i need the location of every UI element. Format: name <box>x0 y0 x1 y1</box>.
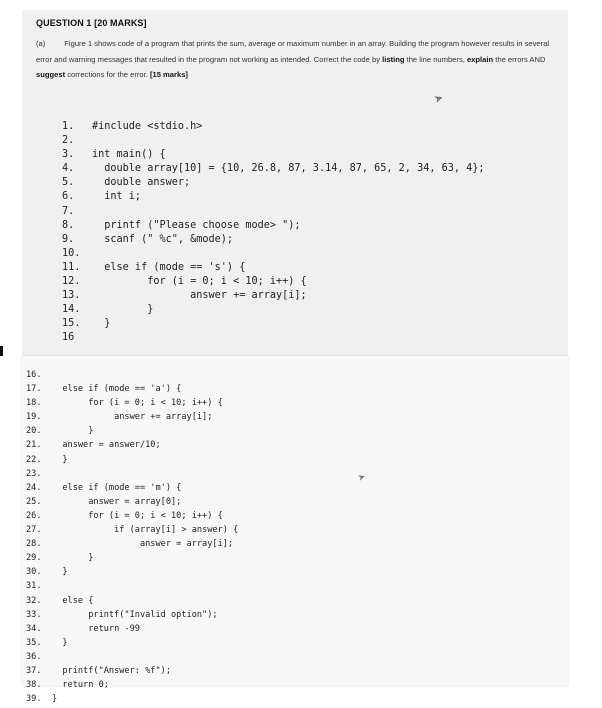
code-block-part1 <box>62 120 485 346</box>
code-line <box>22 455 238 469</box>
line-number: 39. <box>26 694 42 705</box>
line-number: 16. <box>26 370 42 380</box>
line-number: 4. <box>62 163 75 175</box>
code-line <box>22 596 238 610</box>
code-line <box>62 120 485 134</box>
line-number: 12. <box>62 276 81 288</box>
code-text: answer = answer/10; <box>52 440 161 451</box>
line-number: 10. <box>62 247 81 259</box>
code-line <box>22 412 238 426</box>
line-number: 23. <box>26 468 42 479</box>
code-text: else if (mode == 'a') { <box>52 384 182 395</box>
code-text: for (i = 0; i < 10; i++) { <box>52 398 223 409</box>
code-text: double array[10] = {10, 26.8, 87, 3.14, 87, 65, 2, 34, 63, 4}; <box>92 163 485 175</box>
code-line <box>22 581 238 595</box>
line-number: 30. <box>26 567 42 578</box>
code-text: for (i = 0; i < 10; i++) { <box>52 510 223 521</box>
code-line <box>22 525 238 539</box>
line-number: 25. <box>26 496 42 507</box>
line-number: 16 <box>62 332 75 344</box>
code-line <box>22 398 238 412</box>
code-text: int main() { <box>92 149 166 161</box>
code-line <box>22 610 238 624</box>
code-line <box>22 426 238 440</box>
line-number: 18. <box>26 398 42 409</box>
line-number: 20. <box>26 426 42 437</box>
code-line <box>22 440 238 454</box>
code-text: else { <box>52 595 94 606</box>
code-text: if (array[i] > answer) { <box>52 525 239 536</box>
code-line <box>62 190 485 204</box>
code-text: for (i = 0; i < 10; i++) { <box>92 276 307 288</box>
cursor-pointer-icon-2: ➤ <box>356 471 367 484</box>
line-number: 2. <box>62 135 75 147</box>
code-line <box>22 469 238 483</box>
line-number: 3. <box>62 149 75 161</box>
question-text-mid3: corrections for the error. <box>65 70 150 80</box>
code-text: answer += array[i]; <box>52 412 213 423</box>
code-line <box>62 289 485 303</box>
line-number: 9. <box>62 233 75 245</box>
code-text: scanf (" %c", &mode); <box>92 233 234 245</box>
code-text: } <box>92 318 111 330</box>
code-text: return -99 <box>52 623 140 634</box>
code-text: } <box>52 553 94 564</box>
code-line <box>22 370 238 384</box>
code-line <box>62 233 485 247</box>
line-number: 35. <box>26 637 42 648</box>
code-text: else if (mode == 's') { <box>92 261 246 273</box>
code-text: else if (mode == 'm') { <box>52 482 182 493</box>
marks-label: [15 marks] <box>149 70 188 80</box>
line-number: 34. <box>26 623 42 634</box>
code-line <box>62 275 485 289</box>
code-line <box>22 652 238 666</box>
code-text: printf ("Please choose mode> "); <box>92 219 301 231</box>
code-line <box>62 317 485 331</box>
code-line <box>22 694 238 708</box>
code-text: printf("Invalid option"); <box>52 609 218 620</box>
line-number: 6. <box>62 191 75 203</box>
line-number: 33. <box>26 609 42 620</box>
code-line <box>62 261 485 275</box>
part-label: (a) <box>36 39 46 48</box>
line-number: 29. <box>26 553 42 564</box>
code-line <box>62 205 485 219</box>
line-number: 19. <box>26 412 42 423</box>
line-number: 27. <box>26 525 42 536</box>
bold-listing: listing <box>382 54 405 64</box>
code-line <box>62 148 485 162</box>
code-block-part2 <box>22 370 238 708</box>
code-line <box>22 384 238 398</box>
code-text: printf("Answer: %f"); <box>52 665 171 676</box>
code-line <box>22 497 238 511</box>
line-number: 5. <box>62 177 75 189</box>
code-line <box>22 680 238 694</box>
code-line <box>22 666 238 680</box>
code-line <box>22 638 238 652</box>
line-number: 28. <box>26 539 42 550</box>
line-number: 14. <box>62 304 81 316</box>
code-text: #include <stdio.h> <box>92 121 203 132</box>
code-text: answer += array[i]; <box>92 290 307 302</box>
line-number: 8. <box>62 219 75 231</box>
line-number: 17. <box>26 384 42 395</box>
code-text: } <box>92 304 154 316</box>
code-card-continued <box>22 356 568 705</box>
line-number: 22. <box>26 454 42 465</box>
question-card <box>22 10 568 357</box>
code-line <box>62 331 485 345</box>
line-number: 21. <box>26 440 42 451</box>
code-text: return 0; <box>52 680 109 691</box>
code-line <box>62 162 485 176</box>
code-line <box>22 511 238 525</box>
line-number: 24. <box>26 482 42 493</box>
code-text: } <box>52 567 68 578</box>
cursor-pointer-icon: ➤ <box>432 91 446 107</box>
line-number: 36. <box>26 651 42 662</box>
question-text-mid2: the errors AND <box>493 54 546 64</box>
line-number: 37. <box>26 665 42 676</box>
code-line <box>62 219 485 233</box>
line-number: 31. <box>26 581 42 592</box>
line-number: 7. <box>62 205 75 217</box>
code-line <box>22 567 238 581</box>
bold-suggest: suggest <box>36 70 66 80</box>
code-text: } <box>52 454 68 465</box>
line-number: 11. <box>62 261 81 273</box>
code-line <box>22 624 238 638</box>
code-text: answer = array[0]; <box>52 496 182 507</box>
code-text: double answer; <box>92 177 191 189</box>
code-line <box>22 539 238 553</box>
question-text-mid1: the line numbers, <box>404 54 467 64</box>
bold-explain: explain <box>466 54 494 64</box>
line-number: 38. <box>26 680 42 691</box>
left-edge-marker <box>0 346 3 356</box>
question-title: QUESTION 1 [20 MARKS] <box>36 18 147 28</box>
line-number: 32. <box>26 595 42 606</box>
line-number: 13. <box>62 290 81 302</box>
code-text: } <box>52 426 94 437</box>
line-number: 1. <box>62 121 75 132</box>
code-text: } <box>52 637 68 648</box>
line-number: 26. <box>26 510 42 521</box>
code-line <box>62 303 485 317</box>
code-line <box>62 176 485 190</box>
code-line <box>22 483 238 497</box>
question-text-pre: Figure 1 shows code of a program that prints the sum, average or maximum number in an array. Building the program however results in several error and warning messages that resulted in the program not working as intended. Correct the code by <box>36 39 550 64</box>
code-text: int i; <box>92 191 142 203</box>
code-line <box>22 553 238 567</box>
code-line <box>62 134 485 148</box>
question-text <box>36 36 558 83</box>
line-number: 15. <box>62 318 81 330</box>
code-text: answer = array[i]; <box>52 539 234 550</box>
code-text: } <box>52 694 58 705</box>
code-line <box>62 247 485 261</box>
